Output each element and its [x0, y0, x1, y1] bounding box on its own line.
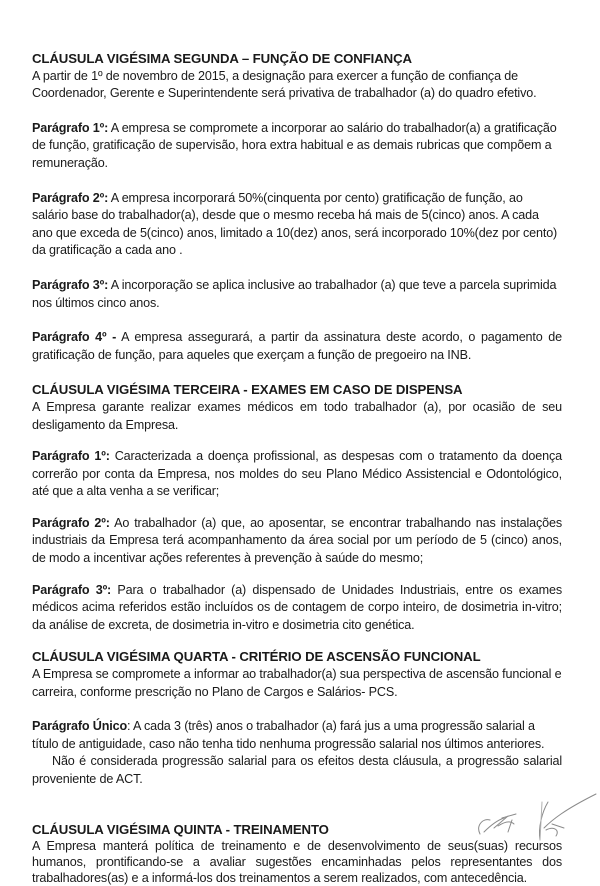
clause-title: CLÁUSULA VIGÉSIMA QUINTA - TREINAMENTO — [32, 821, 329, 837]
paragraph-label: Parágrafo 1º: — [32, 449, 110, 464]
paragraph — [32, 448, 562, 501]
paragraph-label: Parágrafo Único — [32, 719, 128, 734]
paragraph — [32, 120, 562, 173]
paragraph-text: Caracterizada a doença profissional, as despesas com o tratamento da doença correrão por conta da Empresa, nos moldes do seu Plano Médico Assistencial e Odontológico, até que a alta venha a se verificar; — [32, 449, 562, 499]
paragraph-text: A incorporação se aplica inclusive ao trabalhador (a) que teve a parcela suprimida nos últimos cinco anos. — [32, 277, 557, 310]
paragraph-label: Parágrafo 3º: — [32, 582, 112, 597]
paragraph-label: Parágrafo 4º - — [32, 330, 117, 345]
clause-title: CLÁUSULA VIGÉSIMA QUARTA - CRITÉRIO DE ASCENSÃO FUNCIONAL — [32, 649, 481, 665]
paragraph-label: Parágrafo 1º: — [32, 120, 109, 135]
paragraph — [32, 190, 562, 260]
paragraph-text: A empresa assegurará, a partir da assinatura deste acordo, o pagamento de gratificação de função, para aqueles que exerçam a função de pregoeiro na INB. — [32, 330, 562, 362]
paragraph-label: Parágrafo 2º: — [32, 515, 110, 530]
paragraph-text: Ao trabalhador (a) que, ao aposentar, se encontrar trabalhando nas instalações industriais da Empresa terá acompanhamento da área social por um período de 5 (cinco) anos, de modo a incentivar ações referentes à prevenção à saúde do mesmo; — [32, 515, 562, 566]
paragraph-text: A empresa se compromete a incorporar ao salário do trabalhador(a) a gratificação de função, gratificação de supervisão, hora extra habitual e as demais rubricas que compõem a remuneração. — [32, 120, 557, 170]
document-page — [32, 50, 562, 886]
paragraph — [32, 515, 562, 568]
paragraph — [32, 582, 562, 635]
clause-intro: A Empresa se compromete a informar ao trabalhador(a) sua perspectiva de ascensão funcional e carreira, conforme prescrição no Plano de Cargos e Salários- PCS. — [32, 667, 562, 699]
clause-intro: A Empresa manterá política de treinamento e de desenvolvimento de seus(suas) recursos humanos, prontificando-se a avaliar sugestões encaminhadas pelos representantes dos trabalhadores(as) e a informá-los dos treinamentos a serem realizados, com antecedência. — [32, 839, 562, 886]
paragraph-text: A empresa incorporará 50%(cinquenta por cento) gratificação de função, ao salário base do trabalhador(a), desde que o mesmo receba há mais de 5(cinco) anos. A cada ano que exceda de 5(cinco) anos, limitado a 10(dez) anos, será incorporado 10%(dez por cento) da gratificação a cada ano . — [32, 190, 558, 258]
clause-intro: A partir de 1º de novembro de 2015, a designação para exercer a função de confiança de Coordenador, Gerente e Superintendente será privativa de trabalhador (a) do quadro efetivo. — [32, 68, 537, 101]
paragraph-text: : A cada 3 (três) anos o trabalhador (a) fará jus a uma progressão salarial a título de antiguidade, caso não tenha tido nenhuma progressão salarial nos últimos anteriores. — [32, 719, 545, 751]
paragraph-label: Parágrafo 3º: — [32, 277, 109, 292]
paragraph — [32, 718, 562, 753]
paragraph-text: Para o trabalhador (a) dispensado de Unidades Industriais, entre os exames médicos acima referidos estão incluídos os de contagem de corpo inteiro, de dosimetria in-vitro; da análise de excreta, de dosimetria in-vitro e dosimetria cito genética. — [32, 582, 563, 632]
paragraph — [32, 329, 562, 364]
clause-intro: A Empresa garante realizar exames médicos em todo trabalhador (a), por ocasião de seu desligamento da Empresa. — [32, 399, 562, 432]
clause-note: Não é considerada progressão salarial para os efeitos desta cláusula, a progressão salarial proveniente de ACT. — [32, 754, 562, 786]
paragraph-label: Parágrafo 2º: — [32, 190, 109, 205]
signature-initials-image — [468, 780, 598, 846]
paragraph — [32, 277, 562, 312]
clause-title: CLÁUSULA VIGÉSIMA TERCEIRA - EXAMES EM CASO DE DISPENSA — [32, 382, 463, 398]
clause-title: CLÁUSULA VIGÉSIMA SEGUNDA – FUNÇÃO DE CONFIANÇA — [32, 51, 412, 66]
